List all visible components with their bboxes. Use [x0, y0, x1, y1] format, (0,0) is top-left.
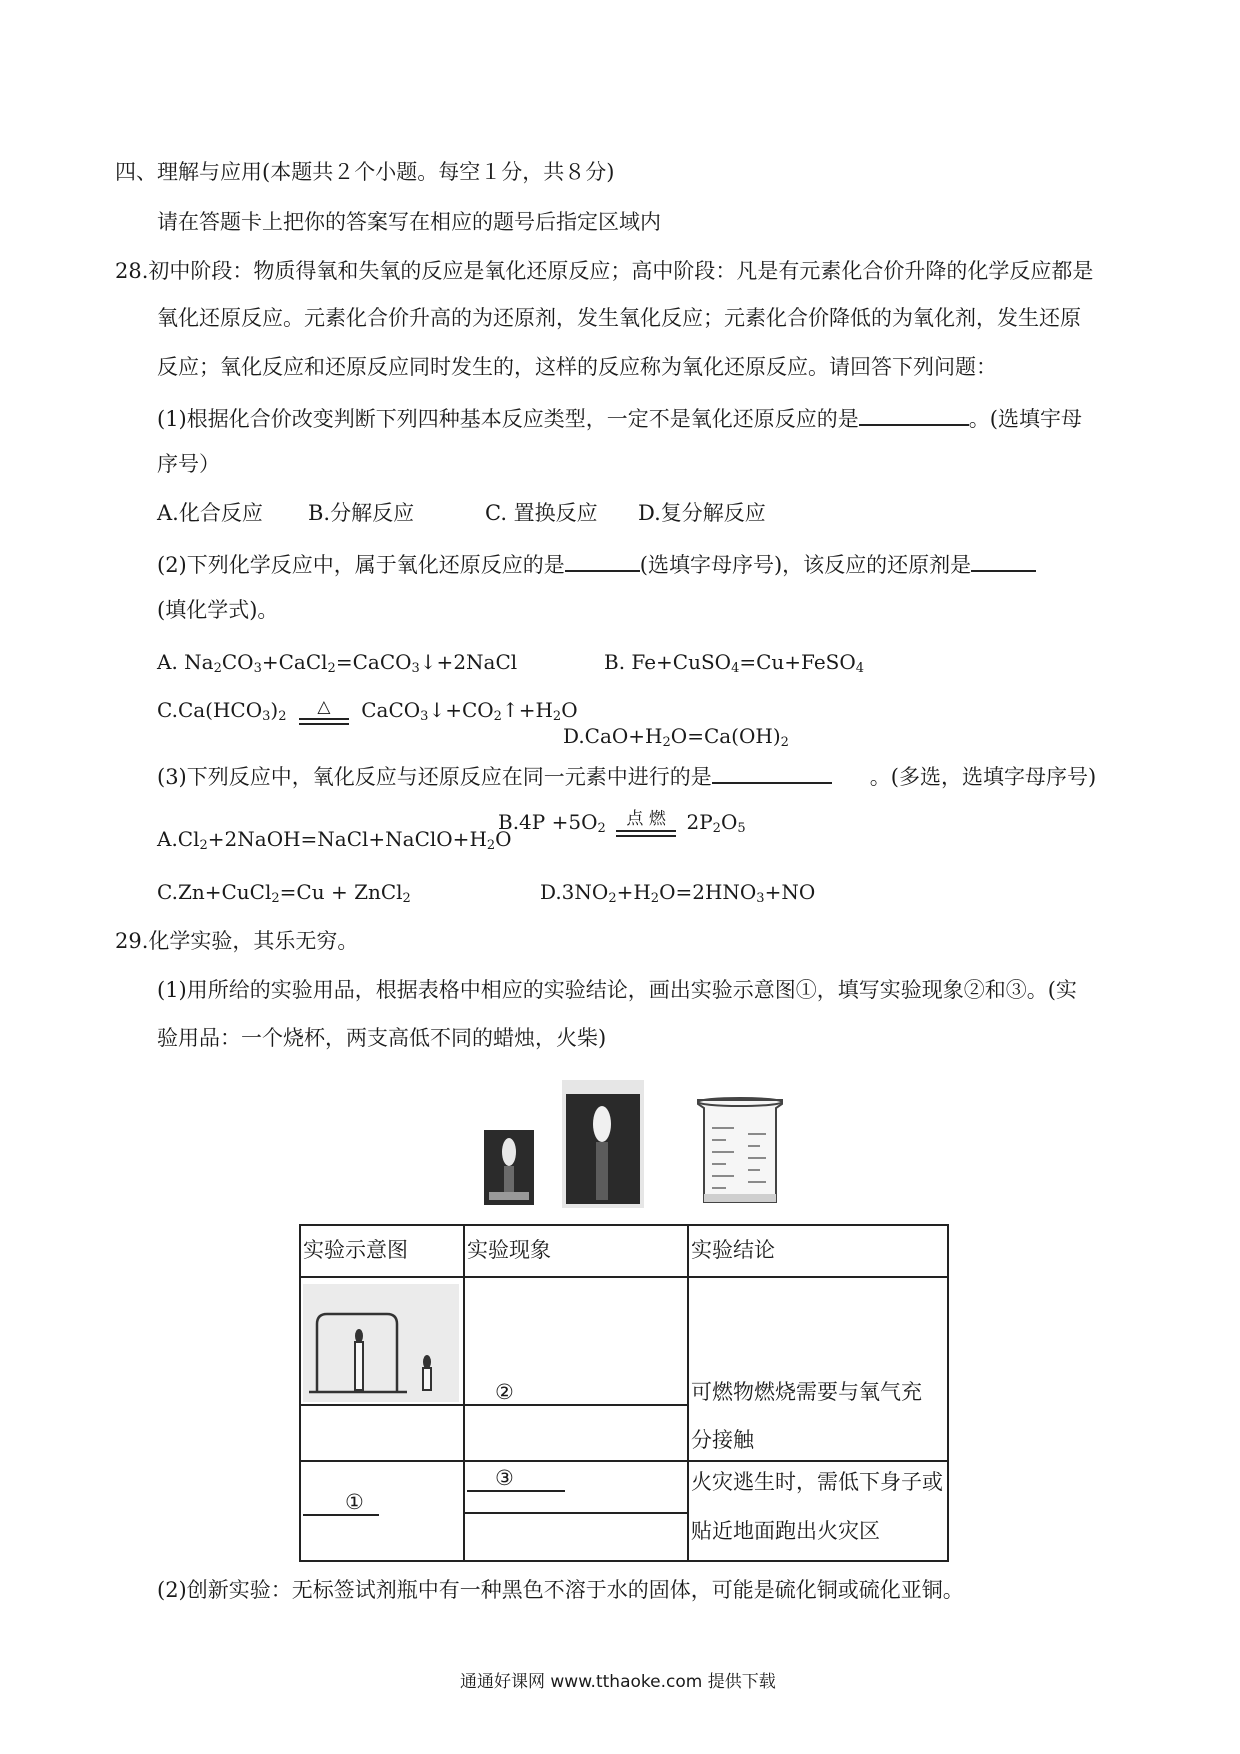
ignition-condition-sign	[616, 808, 676, 837]
mark-1: ①	[345, 1490, 364, 1514]
q28-part1-answer-blank[interactable]	[859, 404, 969, 426]
conclusion-2-line-2: 贴近地面跑出火灾区	[691, 1519, 880, 1543]
q28-part1-question	[157, 404, 1082, 432]
q28-part2-reaction-c: $C.Ca(HCO_3)_2$ △ $CaCO_3↓+CO_2↑+H_2O$	[157, 696, 578, 724]
mark-2: ②	[495, 1380, 514, 1404]
q28-part3-text: (3)下列反应中，氧化反应与还原反应在同一元素中进行的是	[157, 765, 712, 789]
heating-condition-sign	[299, 696, 349, 725]
q28-part2-mid: (选填字母序号)，该反应的还原剂是	[639, 553, 972, 577]
q29-line-1: 29.化学实验，其乐无穷。	[115, 929, 359, 953]
q28-part3-reaction-d: $D.3NO_2+H_2O=2HNO_3+NO$	[540, 880, 816, 906]
section-title: 四、理解与应用(本题共２个小题。每空１分，共８分)	[115, 160, 615, 184]
q28-line-3: 反应；氧化反应和还原反应同时发生的，这样的反应称为氧化还原反应。请回答下列问题：	[157, 355, 997, 379]
diagram-1-answer-blank[interactable]	[303, 1494, 379, 1516]
page-footer: 通通好课网 www.tthaoke.com 提供下载	[460, 1672, 776, 1692]
q28-part3-reaction-c: C.Zn+CuCl$_2$=Cu + ZnCl$_2$	[157, 880, 411, 906]
q29-part2-line-1: (2)创新实验：无标签试剂瓶中有一种黑色不溶于水的固体，可能是硫化铜或硫化亚铜。	[157, 1578, 964, 1602]
ignition-label: 点 燃	[626, 808, 666, 829]
phenomenon-3-answer-blank[interactable]	[467, 1470, 565, 1492]
tall-candle-photo	[562, 1080, 644, 1208]
q28-part2-reaction-d: $D.CaO+H_2O=Ca(OH)_2$	[563, 724, 789, 750]
q28-part3-answer-blank[interactable]	[712, 762, 832, 784]
q28-part3-reaction-b: $B.4P +5O_2$ 点 燃 $2P_2O_5$	[498, 808, 746, 836]
q28-part1-tail: 。(选填宇母	[968, 407, 1082, 431]
q28-part1-option-d: D.复分解反应	[638, 501, 766, 525]
q29-part1-line-1: (1)用所给的实验用品，根据表格中相应的实验结论，画出实验示意图①，填写实验现象②和③。(实	[157, 978, 1077, 1002]
phenomenon-2-answer-blank[interactable]	[467, 1384, 543, 1406]
table-header-phenomenon: 实验现象	[467, 1238, 551, 1262]
section-instruction: 请在答题卡上把你的答案写在相应的题号后指定区域内	[157, 210, 661, 234]
q28-part1-option-b: B.分解反应	[308, 501, 415, 525]
mark-3: ③	[495, 1466, 514, 1490]
q28-part2-answer-blank-1[interactable]	[565, 550, 640, 572]
experiment-table	[299, 1224, 949, 1562]
table-row-divider-c	[463, 1512, 687, 1514]
conclusion-2-line-1: 火灾逃生时，需低下身子或	[691, 1470, 943, 1494]
q28-part1-option-c: C. 置换反应	[485, 501, 598, 525]
q28-part2-answer-blank-2[interactable]	[971, 550, 1036, 572]
q28-part3-tail: 。(多选，选填字母序号)	[869, 765, 1097, 789]
q28-part3-question	[157, 762, 1096, 790]
q28-part1-option-a: A.化合反应	[157, 501, 263, 525]
q28-line-2: 氧化还原反应。元素化合价升高的为还原剂，发生氧化反应；元素化合价降低的为氧化剂，发生还原	[157, 306, 1081, 330]
q29-part1-line-2: 验用品：一个烧杯，两支高低不同的蜡烛，火柴)	[157, 1026, 607, 1050]
short-candle-photo	[484, 1130, 534, 1205]
conclusion-1-line-1: 可燃物燃烧需要与氧气充	[691, 1380, 922, 1404]
beaker-photo	[690, 1094, 790, 1209]
table-row-divider-b	[301, 1460, 947, 1462]
q28-part2-question	[157, 550, 1036, 578]
heat-triangle-icon: △	[317, 696, 331, 717]
q28-part2-text: (2)下列化学反应中，属于氧化还原反应的是	[157, 553, 565, 577]
table-header-divider	[301, 1276, 947, 1278]
table-header-diagram: 实验示意图	[303, 1238, 408, 1262]
experiment-diagram-beaker-over-candles	[303, 1284, 459, 1402]
table-header-conclusion: 实验结论	[691, 1238, 775, 1262]
q28-line-1: 28.初中阶段：物质得氧和失氧的反应是氧化还原反应；高中阶段：凡是有元素化合价升降的化学反应都是	[115, 259, 1094, 283]
q28-part2-reaction-b: B. Fe+CuSO$_4$=Cu+FeSO$_4$	[604, 650, 865, 676]
q28-part2-reaction-a: A. $Na_2CO_3+CaCl_2=CaCO_3↓+2NaCl$	[157, 650, 518, 676]
q28-part1-text: (1)根据化合价改变判断下列四种基本反应类型，一定不是氧化还原反应的是	[157, 407, 859, 431]
q28-part2-line-2: (填化学式)。	[157, 598, 279, 622]
q28-part1-line-2: 序号）	[157, 452, 220, 476]
q28-part3-reaction-a: $A.Cl_2+2NaOH=NaCl+NaClO+H_2O$	[157, 827, 512, 853]
conclusion-1-line-2: 分接触	[691, 1428, 754, 1452]
